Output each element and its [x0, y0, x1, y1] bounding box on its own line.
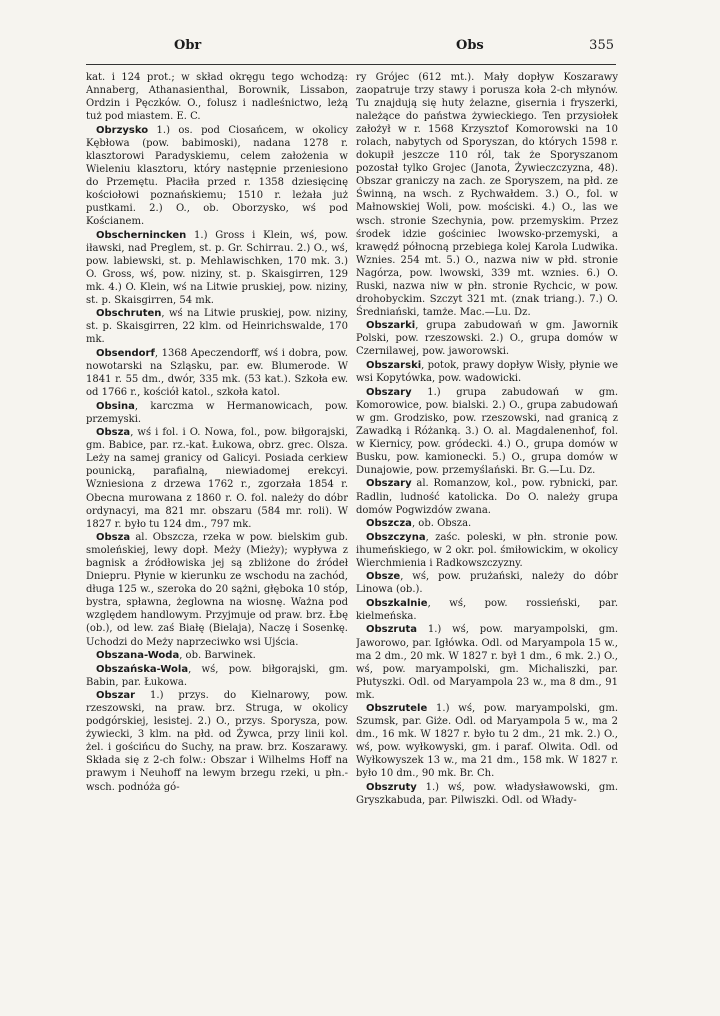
dictionary-entry [356, 570, 618, 596]
entry-headword: Obschernincken [96, 229, 187, 241]
entry-body: , ob. Obsza. [411, 518, 472, 530]
dictionary-entry [86, 307, 348, 346]
dictionary-entry [86, 229, 348, 307]
entry-headword: Obsina [96, 400, 135, 412]
header-left-keyword: Obr [174, 38, 202, 53]
entry-headword: Obsendorf [96, 347, 155, 359]
dictionary-entry [356, 623, 618, 701]
entry-headword: Obszary [366, 386, 412, 398]
header-right-keyword: Obs [456, 38, 484, 53]
dictionary-entry [356, 531, 618, 570]
entry-body: 1.) grupa zabudowań w gm. Komorowice, pow. bialski. 2.) O., grupa zabudowań w gm. Grodzisko, pow. rzeszowski, nad granicą z Zawadką i Różanką. 3.) O. al. Magdalenenhof, fol. w Kiernicy, pow. gródecki. 4.) O., grupa domów w Busku, pow. kamionecki. 5.) O., grupa domów w Dunajowie, pow. przemyślański. Br. G.—Lu. Dz. [356, 386, 618, 476]
entry-body: , wś, pow. rossieński, par. kielmeńska. [356, 597, 618, 622]
entry-body: , 1368 Apeczendorff, wś i dobra, pow. nowotarski na Szląsku, par. ew. Blumerode. W 1841 r. 55 dm., dwór, 335 mk. (53 kat.). Szkoła ew. od 1766 r., kościół katol., szkoła katol. [86, 347, 348, 399]
entry-body: 1.) przys. do Kielnarowy, pow. rzeszowski, na praw. brz. Struga, w okolicy podgórskiej, lesistej. 2.) O., przys. Sporysza, pow. żywiecki, 3 klm. na płd. od Żywca, przy linii kol. żel. i gościńcu do Suchy, na praw. brz. Koszarawy. Składa się z 2-ch folw.: Obszar i Wilhelms Hoff na prawym i Neuhoff na lewym brzegu rzeki, u płn.-wsch. podnóża gó- [86, 690, 348, 793]
entry-body: , zaśc. poleski, w płn. stronie pow. ihumeńskiego, w 2 okr. pol. śmiłowickim, w okolicy Wierchmienia i Radkowszczyzny. [356, 531, 618, 569]
entry-headword: Obrzysko [96, 124, 149, 136]
dictionary-entry [356, 386, 618, 477]
entry-headword: Obszczyna [366, 531, 426, 543]
dictionary-entry [356, 702, 618, 780]
dictionary-entry [86, 649, 348, 662]
entry-body: 1.) wś, pow. maryampolski, gm. Jaworowo, par. Igłówka. Odl. od Maryampola 15 w., ma 2 dm., 20 mk. W 1827 r. był 1 dm., 6 mk. 2.) O., wś, pow. maryampolski, gm. Michaliszki, par. Płutyszki. Odl. od Maryampola 23 w., ma 8 dm., 91 mk. [356, 624, 618, 701]
entry-headword: Obszcza [366, 518, 412, 530]
entry-headword: Obszarski [366, 360, 422, 372]
page-number: 355 [589, 38, 614, 53]
entry-body: 1.) wś, pow. maryampolski, gm. Szumsk, par. Giże. Odl. od Maryampola 5 w., ma 2 dm., 16 mk. W 1827 r. było tu 2 dm., 21 mk. 2.) O., wś, pow. wyłkowyski, gm. i paraf. Olwita. Odl. od Wyłkowyszek 13 w., ma 21 dm., 158 mk. W 1827 r. było 10 dm., 90 mk. Br. Ch. [356, 703, 618, 780]
dictionary-entry [86, 347, 348, 399]
entry-headword: Obszary [366, 478, 412, 490]
entry-body: , wś, pow. prużański, należy do dóbr Linowa (ob.). [356, 571, 618, 596]
entry-headword: Obszańska-Wola [96, 663, 189, 675]
entry-headword: Obsza [96, 532, 131, 544]
entry-body: , wś i fol. i O. Nowa, fol., pow. biłgorajski, gm. Babice, par. rz.-kat. Łukowa, obrz. grec. Olsza. Leży na samej granicy od Galicyi. Posiada cerkiew pounicką, parafialną, niewiadomej erekcyi. Wzniesiona z drzewa 1762 r., zgorzała 1854 r. Obecna murowana z 1860 r. O. fol. należy do dóbr ordynacyi, ma 821 mr. obszaru (584 mr. roli). W 1827 r. było tu 124 dm., 797 mk. [86, 427, 348, 530]
entry-headword: Obszruty [366, 782, 417, 794]
entry-body: , potok, prawy dopływ Wisły, płynie we wsi Kopytówka, pow. wadowicki. [356, 360, 618, 385]
dictionary-entry [86, 531, 348, 648]
dictionary-entry [356, 71, 618, 319]
dictionary-entry [86, 400, 348, 426]
entry-body: , karczma w Hermanowicach, pow. przemyski. [86, 400, 348, 425]
entry-headword: Obsza [96, 427, 131, 439]
entry-headword: Obszrutele [366, 703, 428, 715]
entry-body: ry Grójec (612 mt.). Mały dopływ Koszarawy zaopatruje trzy stawy i porusza koła 2-ch młynów. Tu znajdują się huty żelazne, gisernia i fryszerki, należące do państwa żywieckiego. Ten przysiołek założył w r. 1568 Krzysztof Komorowski na 10 rolach, nabytych od Sporyszan, do których 1598 r. dokupił jeszcze 110 ról, tak że Sporyszanom pozostał tylko Grojec (Janota, Żywieczczyzna, 48). Obszar graniczy na zach. ze Sporyszem, na płd. ze Świnną, na wsch. z Rychwałdem. 3.) O., fol. w Małnowskiej Woli, pow. mościski. 4.) O., las we wsch. stronie Szechynia, pow. przemyskim. Przez środek idzie gościniec lwowsko-przemyski, a krawędź północną przebiega kolej Karola Ludwika. Wznies. 254 mt. 5.) O., nazwa niw w płd. stronie Nagórza, pow. lwowski, 339 mt. wznies. 6.) O. Ruski, nazwa niw w płn. stronie Rychcic, w pow. drohobyckim. Szczyt 321 mt. (znak triang.). 7.) O. Średniański, tamże. Mac.—Lu. Dz. [356, 72, 618, 318]
dictionary-entry [86, 689, 348, 793]
dictionary-entry [86, 71, 348, 123]
entry-body: al. Obszcza, rzeka w pow. bielskim gub. smoleńskiej, lewy dopł. Meży (Mieży); wypływa z bagnisk a źródłowiska jej są zbliżone do źródeł Dniepru. Płynie w kierunku ze wschodu na zachód, długa 125 w., szeroka do 20 sążni, głęboka 10 stóp, bystra, spławna, żeglowna na wiosnę. Ważna pod względem handlowym. Przyjmuje od praw. brz. Łbę (ob.), od lew. zaś Białę (Bielaja), Naczę i Sosenkę. Uchodzi do Meży naprzeciwko wsi Ujścia. [86, 532, 348, 648]
header-rule [86, 64, 616, 65]
entry-headword: Obschruten [96, 308, 162, 320]
entry-body: 1.) wś, pow. władysławowski, gm. Gryszkabuda, par. Pilwiszki. Odl. od Władу- [356, 782, 618, 807]
right-column [356, 71, 618, 985]
dictionary-entry [86, 426, 348, 530]
dictionary-entry [356, 597, 618, 623]
left-column [86, 71, 348, 985]
entry-body: , wś na Litwie pruskiej, pow. niziny, st. p. Skaisgirren, 22 klm. od Heinrichswalde, 170 mk. [86, 308, 348, 346]
entry-body: , grupa zabudowań w gm. Jawornik Polski, pow. rzeszowski. 2.) O., grupa domów w Czernilawej, pow. jaworowski. [356, 320, 618, 358]
entry-headword: Obszarki [366, 320, 416, 332]
entry-body: 1.) os. pod Ciosańcem, w okolicy Kębłowa (pow. babimoski), nadana 1278 r. klasztorowi Paradyskiemu, celem założenia w Wieleniu klasztoru, który następnie przeniesiono do Przemętu. Płaciła przed r. 1358 dziesięcinę kościołowi poznańskiemu; 1510 r. leżała już pustkami. 2.) O., ob. Oborzysko, wś pod Kościanem. [86, 124, 348, 228]
entry-headword: Obszkalnie [366, 597, 428, 609]
entry-body: al. Romanzow, kol., pow. rybnicki, par. Radlin, ludność katolicka. Do O. należy grupa domów Pogwizdów zwana. [356, 478, 618, 516]
entry-headword: Obszar [96, 690, 136, 702]
entry-headword: Obszana-Woda [96, 650, 180, 662]
dictionary-entry [86, 124, 348, 228]
entry-body: , wś, pow. biłgorajski, gm. Babin, par. Łukowa. [86, 663, 348, 688]
entry-body: , ob. Barwinek. [179, 650, 256, 662]
dictionary-entry [356, 319, 618, 358]
dictionary-entry [86, 663, 348, 689]
entry-headword: Obszruta [366, 624, 418, 636]
dictionary-entry [356, 359, 618, 385]
dictionary-entry [356, 477, 618, 516]
dictionary-entry [356, 781, 618, 807]
entry-body: 1.) Gross i Klein, wś, pow. iławski, nad Preglem, st. p. Gr. Schirrau. 2.) O., wś, pow. labiewski, st. p. Mehlawischken, 170 mk. 3.) O. Gross, wś, pow. niziny, st. p. Skaisgirren, 129 mk. 4.) O. Klein, wś na Litwie pruskiej, pow. niziny, st. p. Skaisgirren, 54 mk. [86, 229, 348, 306]
entry-body: kat. i 124 prot.; w skład okręgu tego wchodzą: Annaberg, Athanasienthal, Borownik, Lissabon, Ordzin i Pęczków. O., folusz i nadleśnictwo, leżą tuż pod miastem. E. C. [86, 72, 348, 123]
entry-headword: Obsze [366, 571, 401, 583]
dictionary-entry [356, 517, 618, 530]
page-header [96, 34, 614, 58]
